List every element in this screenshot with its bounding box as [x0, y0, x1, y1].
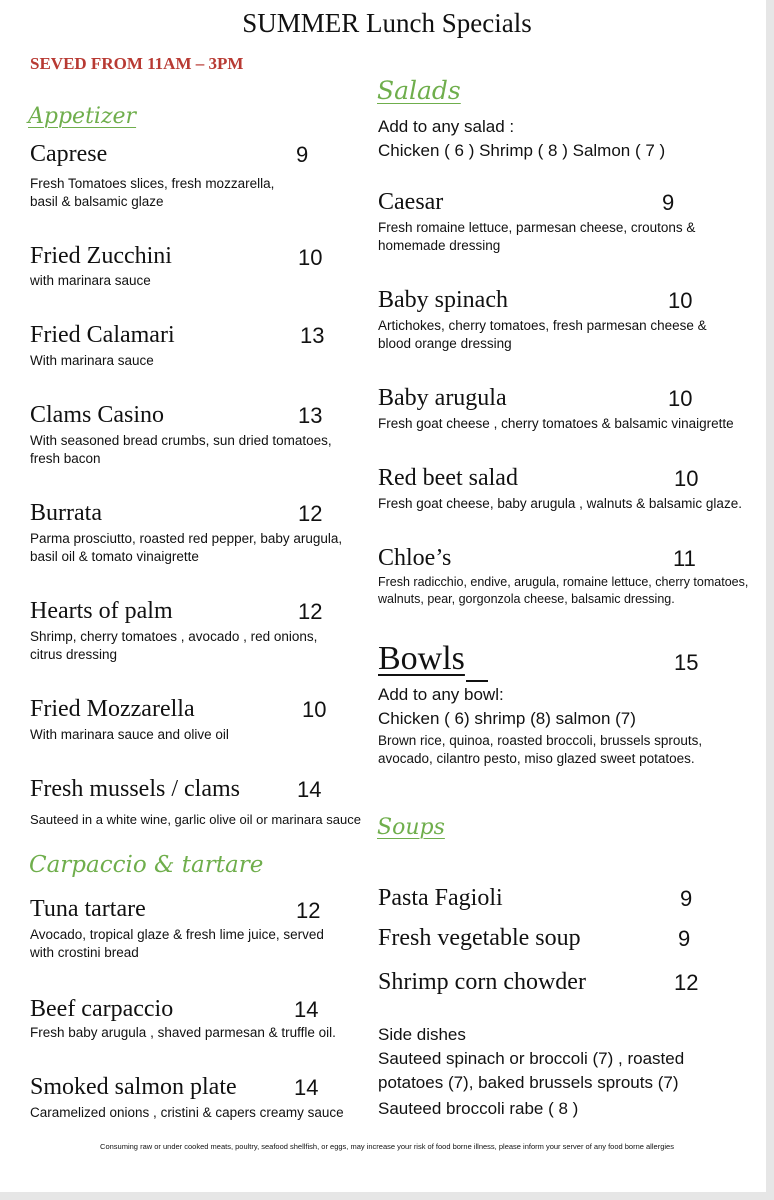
item-price: 12 — [298, 501, 323, 526]
item-description: Fresh radicchio, endive, arugula, romaine lettuce, cherry tomatoes, walnuts, pear, gorgonzola cheese, balsamic dressing. — [378, 575, 749, 606]
item-name: Baby spinach — [378, 287, 508, 313]
served-hours: SEVED FROM 11AM – 3PM — [30, 54, 244, 73]
item-price: 9 — [680, 886, 693, 911]
carpaccio-heading: Carpaccio & tartare — [29, 852, 264, 878]
side-dishes-heading: Side dishes — [378, 1025, 466, 1044]
item-description: Artichokes, cherry tomatoes, fresh parmesan cheese & blood orange dressing — [378, 318, 707, 351]
item-price: 12 — [296, 898, 321, 923]
item-price: 9 — [296, 142, 309, 167]
item-description: Fresh Tomatoes slices, fresh mozzarella, basil & balsamic glaze — [30, 176, 275, 209]
side-dishes-line: potatoes (7), baked brussels sprouts (7) — [378, 1073, 679, 1092]
item-name: Shrimp corn chowder — [378, 969, 586, 995]
item-name: Beef carpaccio — [30, 996, 174, 1022]
item-price: 10 — [668, 386, 693, 411]
item-description: With seasoned bread crumbs, sun dried tomatoes, fresh bacon — [30, 433, 332, 466]
bowls-underline — [466, 680, 488, 682]
item-description: Fresh romaine lettuce, parmesan cheese, croutons & homemade dressing — [378, 220, 696, 253]
side-dishes-line: Sauteed broccoli rabe ( 8 ) — [378, 1099, 579, 1118]
item-description: Caramelized onions , cristini & capers creamy sauce — [30, 1105, 344, 1120]
item-name: Clams Casino — [30, 402, 165, 428]
bowls-heading: Bowls — [378, 640, 465, 677]
item-description: Avocado, tropical glaze & fresh lime juice, served with crostini bread — [30, 927, 324, 960]
item-name: Pasta Fagioli — [378, 885, 503, 911]
item-description: Sauteed in a white wine, garlic olive oil or marinara sauce — [30, 812, 361, 827]
item-description: Fresh goat cheese, baby arugula , walnuts & balsamic glaze. — [378, 496, 742, 511]
item-name: Hearts of palm — [30, 598, 173, 624]
item-name: Fried Mozzarella — [30, 696, 195, 722]
item-name: Fresh vegetable soup — [378, 925, 581, 951]
item-name: Red beet salad — [378, 465, 518, 491]
menu-title: SUMMER Lunch Specials — [242, 8, 532, 38]
item-description: with marinara sauce — [30, 273, 151, 288]
item-description: Fresh goat cheese , cherry tomatoes & balsamic vinaigrette — [378, 416, 734, 431]
item-price: 14 — [294, 1075, 319, 1100]
item-price: 13 — [300, 323, 325, 348]
item-price: 10 — [302, 697, 327, 722]
item-name: Fried Calamari — [30, 322, 175, 348]
item-price: 14 — [294, 997, 319, 1022]
item-description: Parma prosciutto, roasted red pepper, baby arugula, basil oil & tomato vinaigrette — [30, 531, 343, 564]
item-name: Tuna tartare — [30, 896, 146, 922]
bowl-addon-options: Chicken ( 6) shrimp (8) salmon (7) — [378, 709, 636, 728]
item-price: 14 — [297, 777, 322, 802]
item-name: Baby arugula — [378, 385, 507, 411]
food-safety-disclaimer: Consuming raw or under cooked meats, poultry, seafood shellfish, or eggs, may increase your risk of food borne illness, please inform your server of any food borne allergies — [100, 1142, 674, 1151]
appetizer-heading: Appetizer — [28, 104, 137, 129]
item-description: With marinara sauce and olive oil — [30, 727, 229, 742]
item-description: Fresh baby arugula , shaved parmesan & truffle oil. — [30, 1025, 336, 1040]
item-name: Burrata — [30, 500, 102, 526]
bowl-description: Brown rice, quinoa, roasted broccoli, brussels sprouts, avocado, cilantro pesto, miso glazed sweet potatoes. — [378, 733, 703, 766]
bowls-price: 15 — [674, 650, 699, 675]
item-name: Smoked salmon plate — [30, 1074, 237, 1100]
item-price: 9 — [662, 190, 675, 215]
item-price: 12 — [674, 970, 699, 995]
bowl-addon-label: Add to any bowl: — [378, 685, 504, 704]
item-price: 10 — [298, 245, 323, 270]
salads-heading: Salads — [377, 76, 461, 105]
item-name: Fried Zucchini — [30, 243, 172, 269]
item-price: 11 — [673, 546, 696, 571]
side-dishes-line: Sauteed spinach or broccoli (7) , roasted — [378, 1049, 685, 1068]
soups-heading: Soups — [377, 815, 445, 840]
item-description: With marinara sauce — [30, 353, 154, 368]
item-name: Fresh mussels / clams — [30, 776, 240, 802]
item-name: Caprese — [30, 141, 108, 167]
item-price: 12 — [298, 599, 323, 624]
item-price: 10 — [674, 466, 699, 491]
item-name: Caesar — [378, 189, 444, 215]
item-description: Shrimp, cherry tomatoes , avocado , red onions, citrus dressing — [30, 629, 318, 662]
item-price: 13 — [298, 403, 323, 428]
item-price: 9 — [678, 926, 691, 951]
item-name: Chloe’s — [378, 545, 452, 571]
salad-addon-label: Add to any salad : — [378, 117, 515, 136]
item-price: 10 — [668, 288, 693, 313]
salad-addon-options: Chicken ( 6 ) Shrimp ( 8 ) Salmon ( 7 ) — [378, 141, 666, 160]
